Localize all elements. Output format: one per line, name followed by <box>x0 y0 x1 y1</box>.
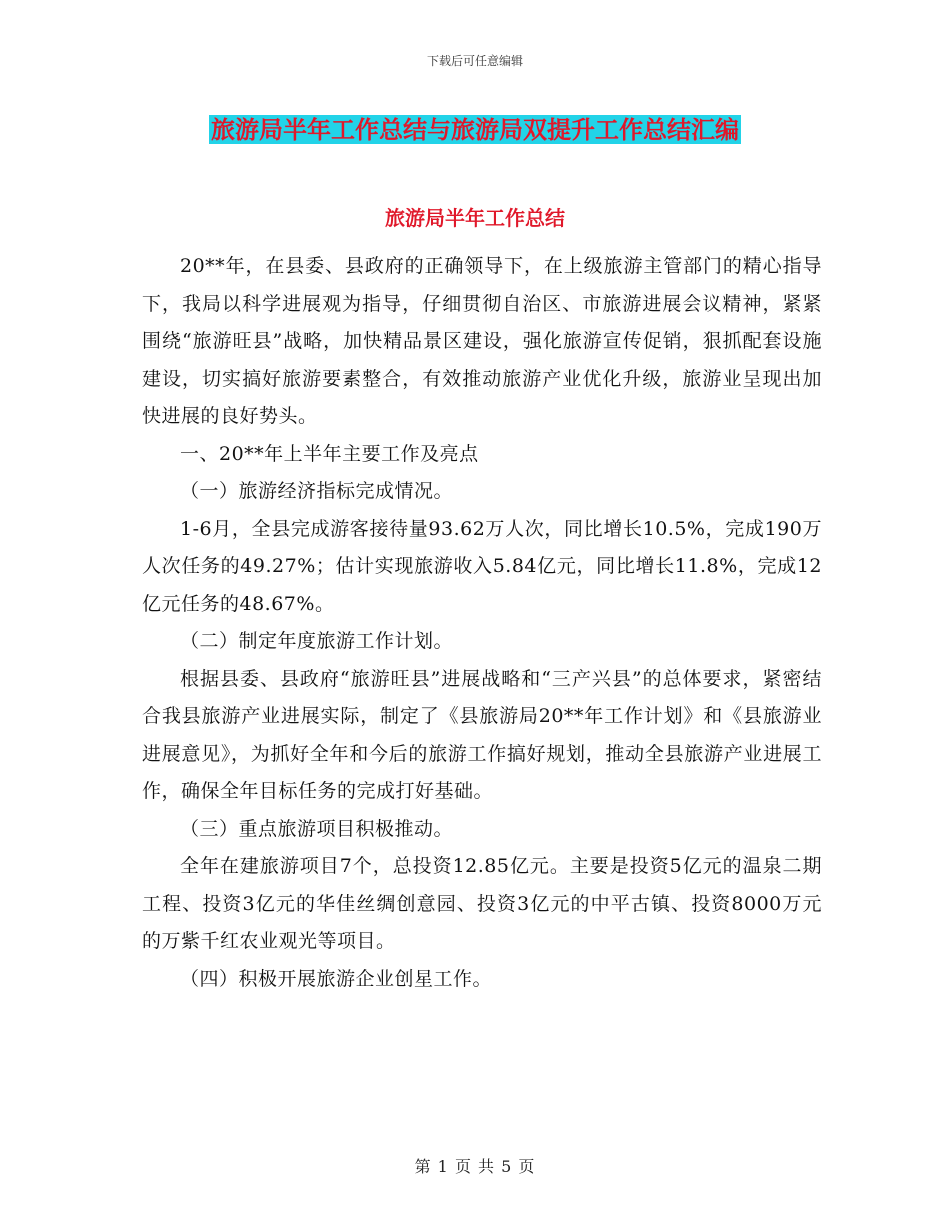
paragraph: 20**年，在县委、县政府的正确领导下，在上级旅游主管部门的精心指导下，我局以科学进展观为指导，仔细贯彻自治区、市旅游进展会议精神，紧紧围绕“旅游旺县”战略，加快精品景区建设，强化旅游宣传促销，狠抓配套设施建设，切实搞好旅游要素整合，有效推动旅游产业优化升级，旅游业呈现出加快进展的良好势头。 <box>142 255 822 427</box>
page-header-note: 下载后可任意编辑 <box>426 54 523 68</box>
document-body <box>142 248 822 998</box>
paragraph: 1-6月，全县完成游客接待量93.62万人次，同比增长10.5%，完成190万人次任务的49.27%；估计实现旅游收入5.84亿元，同比增长11.8%，完成12亿元任务的48.67%。 <box>142 517 822 615</box>
section-title: 旅游局半年工作总结 <box>385 206 565 230</box>
subheading: （三）重点旅游项目积极推动。 <box>180 817 454 840</box>
heading-1: 一、20**年上半年主要工作及亮点 <box>180 442 479 465</box>
page-number: 第 1 页 共 5 页 <box>414 1157 536 1176</box>
subheading: （四）积极开展旅游企业创星工作。 <box>180 967 493 990</box>
document-title-text: 旅游局半年工作总结与旅游局双提升工作总结汇编 <box>211 115 739 144</box>
document-title <box>0 113 950 147</box>
paragraph: 根据县委、县政府“旅游旺县”进展战略和“三产兴县”的总体要求，紧密结合我县旅游产业进展实际，制定了《县旅游局20**年工作计划》和《县旅游业进展意见》，为抓好全年和今后的旅游工作搞好规划，推动全县旅游产业进展工作，确保全年目标任务的完成打好基础。 <box>142 667 822 802</box>
subheading: （二）制定年度旅游工作计划。 <box>180 630 454 652</box>
subheading: （一）旅游经济指标完成情况。 <box>180 480 454 502</box>
paragraph: 全年在建旅游项目7个，总投资12.85亿元。主要是投资5亿元的温泉二期工程、投资3亿元的华佳丝绸创意园、投资3亿元的中平古镇、投资8000万元的万紫千红农业观光等项目。 <box>142 855 822 952</box>
